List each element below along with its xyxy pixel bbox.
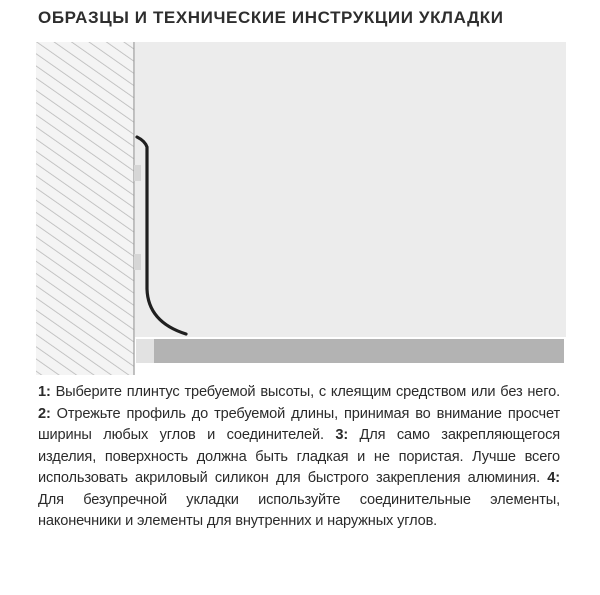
page-title: ОБРАЗЦЫ И ТЕХНИЧЕСКИЕ ИНСТРУКЦИИ УКЛАДКИ bbox=[38, 8, 504, 27]
adhesive-strip-bottom bbox=[134, 254, 141, 270]
step-text: Для само закрепляющегося изделия, поверхность должна быть гладкая и не пористая. Лучше всего использовать акриловый силикон для быстрого закрепления алюминия. bbox=[38, 427, 560, 486]
step-number: 3: bbox=[323, 427, 349, 443]
step-number: 1: bbox=[38, 384, 51, 400]
installation-diagram bbox=[36, 42, 566, 375]
step-text: Для безупречной укладки используйте соединительные элементы, наконечники и элементы для внутренних и наружных углов. bbox=[38, 491, 560, 529]
step-text: Отрежьте профиль до требуемой длины, принимая во внимание просчет ширины любых углов и соединителей. bbox=[38, 405, 560, 443]
step-number: 4: bbox=[540, 470, 560, 486]
room-space bbox=[135, 42, 566, 337]
floor-edge bbox=[136, 339, 154, 363]
adhesive-strip-top bbox=[134, 165, 141, 181]
step-number: 2: bbox=[38, 405, 51, 422]
wall-section bbox=[36, 42, 134, 375]
step-text: Выберите плинтус требуемой высоты, с клеящим средством или без него. bbox=[50, 384, 560, 400]
instructions-text bbox=[38, 382, 560, 533]
floor-tile bbox=[154, 339, 564, 363]
